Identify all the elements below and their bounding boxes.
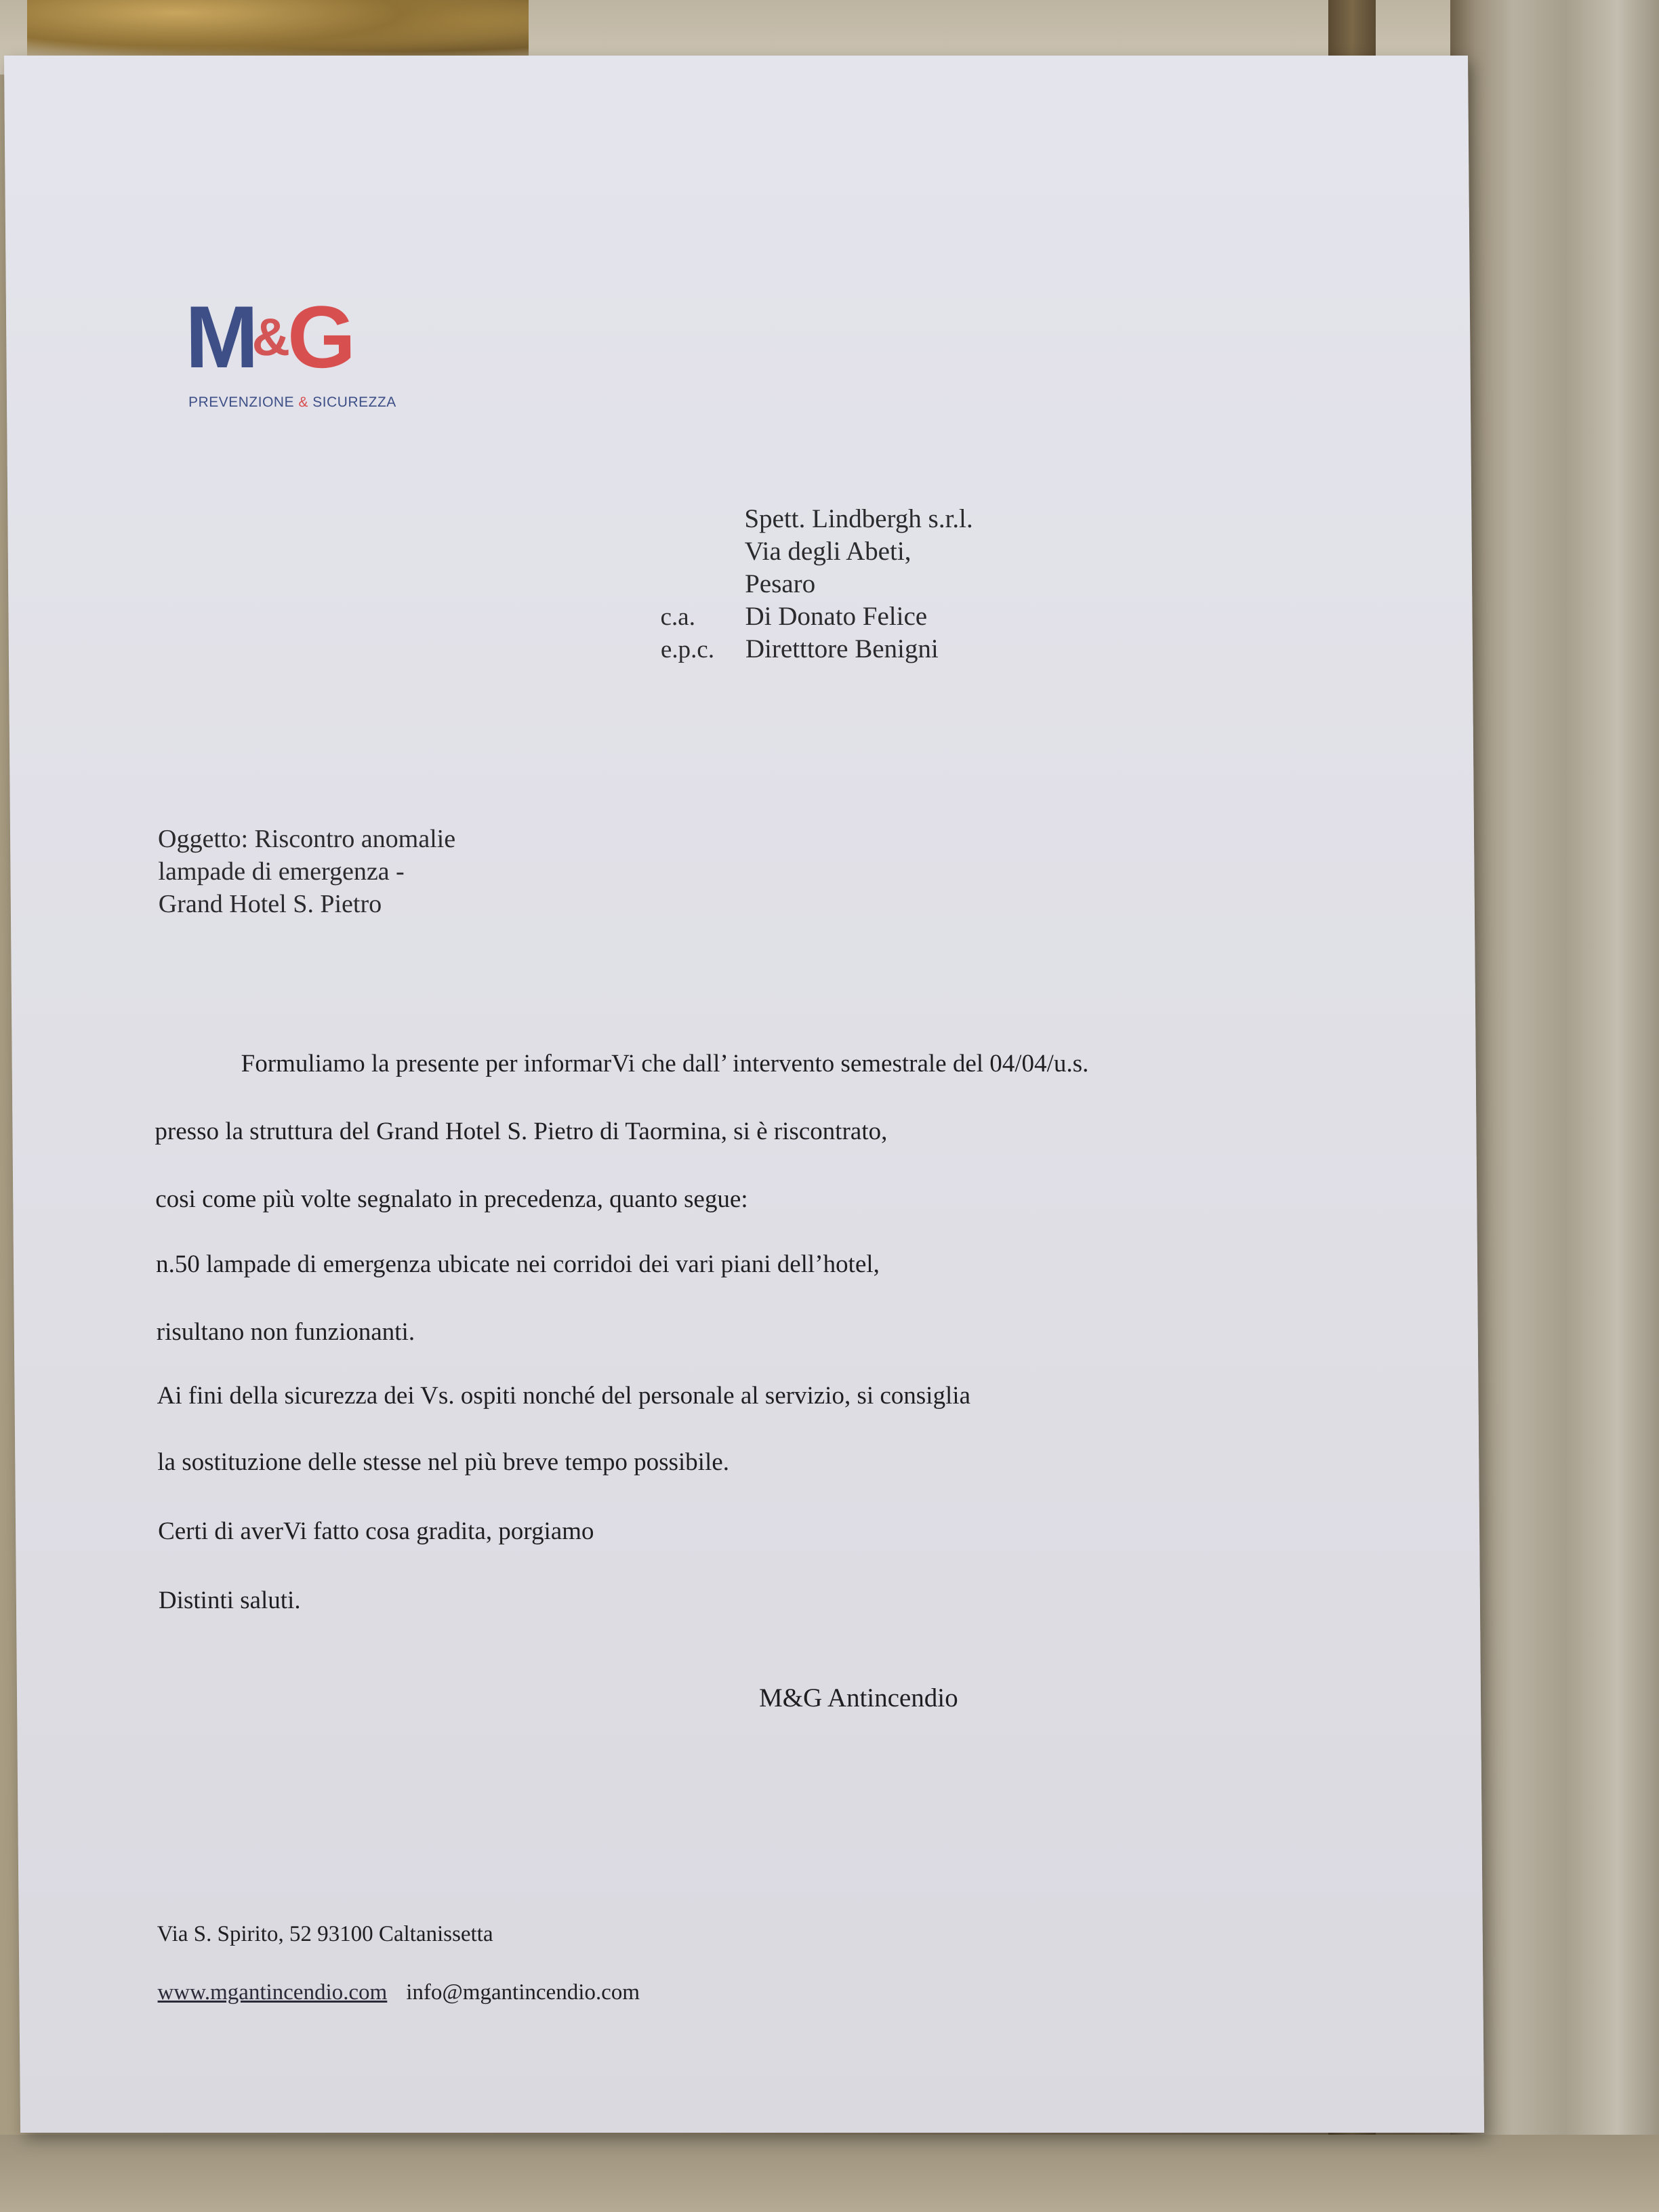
body-paragraph-line: risultano non funzionanti. xyxy=(156,1318,415,1346)
signature: M&G Antincendio xyxy=(758,1683,958,1713)
body-paragraph-line: Distinti saluti. xyxy=(158,1586,301,1614)
epc-value: Diretttore Benigni xyxy=(745,634,939,663)
body-paragraph-line: n.50 lampade di emergenza ubicate nei corridoi dei vari piani dell’hotel, xyxy=(155,1250,880,1278)
company-logo xyxy=(184,287,416,415)
logo-letter-m: M xyxy=(184,287,253,386)
body-paragraph-line: Formuliamo la presente per informarVi che dall’ intervento semestrale del 04/04/u.s. xyxy=(241,1050,1089,1078)
body-paragraph-line: cosi come più volte segnalato in precedenza, quanto segue: xyxy=(155,1185,748,1213)
footer-address: Via S. Spirito, 52 93100 Caltanissetta xyxy=(157,1922,493,1946)
subject-block xyxy=(158,823,456,920)
logo-tagline xyxy=(188,394,396,411)
epc-label: e.p.c. xyxy=(660,636,715,663)
recipient-city: Pesaro xyxy=(744,569,816,598)
email-address[interactable]: info@mgantincendio.com xyxy=(406,1980,640,2005)
logo-tagline-amp: & xyxy=(298,394,308,410)
recipient-street: Via degli Abeti, xyxy=(744,537,912,566)
subject-line: lampade di emergenza - xyxy=(158,857,405,886)
footer-contacts xyxy=(157,1976,640,2009)
logo-letter-g: G xyxy=(287,287,350,386)
subject-line: Oggetto: Riscontro anomalie xyxy=(157,825,456,853)
subject-line: Grand Hotel S. Pietro xyxy=(158,890,382,918)
logo-tagline-part2: SICUREZZA xyxy=(308,394,396,410)
letter-paper xyxy=(4,56,1484,2133)
ca-label: c.a. xyxy=(660,603,696,631)
logo-tagline-part1: PREVENZIONE xyxy=(188,394,299,410)
body-paragraph-line: presso la struttura del Grand Hotel S. Pietro di Taormina, si è riscontrato, xyxy=(155,1118,888,1145)
body-paragraph-line: Ai fini della sicurezza dei Vs. ospiti nonché del personale al servizio, si consiglia xyxy=(157,1382,971,1410)
website-link[interactable]: www.mgantincendio.com xyxy=(157,1980,388,2005)
logo-ampersand: & xyxy=(251,307,288,367)
background-ornament xyxy=(27,0,529,64)
body-paragraph-line: la sostituzione delle stesse nel più breve tempo possibile. xyxy=(157,1448,730,1476)
background-bottom xyxy=(0,2135,1659,2212)
body-paragraph-line: Certi di averVi fatto cosa gradita, porgiamo xyxy=(157,1517,594,1545)
ca-value: Di Donato Felice xyxy=(745,602,928,631)
recipient-company: Spett. Lindbergh s.r.l. xyxy=(744,504,973,533)
logo-letters xyxy=(184,287,350,386)
